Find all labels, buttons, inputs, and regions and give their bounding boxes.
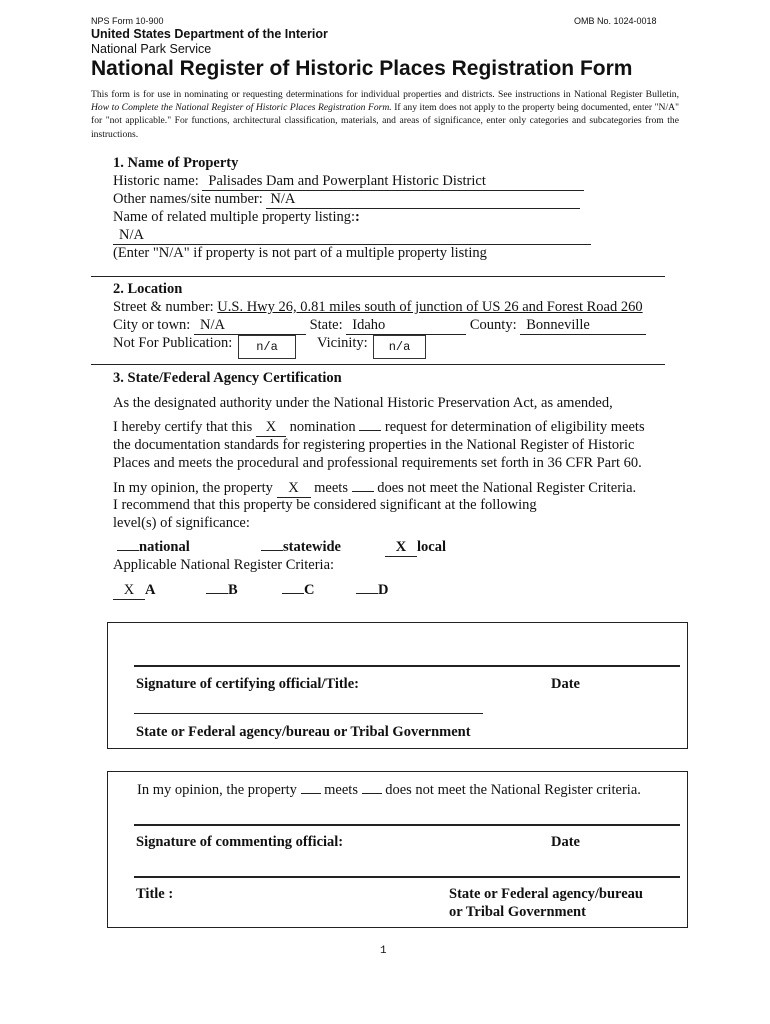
certify-nomination-check[interactable]: X bbox=[256, 419, 286, 437]
state-field[interactable]: Idaho bbox=[346, 317, 466, 335]
page-title: National Register of Historic Places Registration Form bbox=[91, 57, 633, 80]
section1-heading: 1. Name of Property bbox=[113, 155, 239, 171]
certify-line1: I hereby certify that this X nomination request for determination of eligibility meets bbox=[113, 419, 645, 435]
commenting-signature-label: Signature of commenting official: bbox=[136, 834, 344, 850]
level-national-check[interactable] bbox=[117, 550, 139, 551]
other-names-field[interactable]: N/A bbox=[266, 191, 580, 209]
divider bbox=[91, 276, 665, 277]
related-listing-note: (Enter "N/A" if property is not part of a multiple property listing bbox=[113, 245, 487, 261]
certify-line3: Places and meets the procedural and professional requirements set forth in 36 CFR Part 60. bbox=[113, 455, 642, 471]
commenting-opinion-line: In my opinion, the property meets does not meet the National Register criteria. bbox=[137, 782, 641, 798]
criteria-b-check[interactable] bbox=[206, 593, 228, 594]
criteria-a-check[interactable]: X bbox=[113, 582, 145, 600]
commenting-date-label: Date bbox=[551, 834, 580, 850]
section3-heading: 3. State/Federal Agency Certification bbox=[113, 370, 342, 386]
divider bbox=[91, 364, 665, 365]
commenting-agency-label-1: State or Federal agency/bureau bbox=[449, 886, 643, 902]
opinion-line: In my opinion, the property X meets does not meet the National Register Criteria. bbox=[113, 480, 637, 496]
authority-text: As the designated authority under the National Historic Preservation Act, as amended, bbox=[113, 395, 613, 411]
certify-request-check[interactable] bbox=[359, 430, 381, 431]
commenting-title-label: Title : bbox=[136, 886, 174, 902]
criteria-d-check[interactable] bbox=[356, 593, 378, 594]
related-listing-label: Name of related multiple property listing:: bbox=[113, 209, 360, 225]
certifying-signature-label: Signature of certifying official/Title: bbox=[136, 676, 359, 692]
section2-heading: 2. Location bbox=[113, 281, 183, 297]
title-line[interactable] bbox=[134, 876, 680, 878]
vicinity-field[interactable]: n/a bbox=[373, 335, 426, 359]
street-field[interactable]: U.S. Hwy 26, 0.81 miles south of junction of US 26 and Forest Road 260 bbox=[217, 299, 643, 315]
omb-number: OMB No. 1024-0018 bbox=[574, 16, 657, 26]
certifying-agency-label: State or Federal agency/bureau or Tribal Government bbox=[136, 724, 471, 740]
opinion-not-meets-check[interactable] bbox=[352, 491, 374, 492]
level-local-check[interactable]: X bbox=[385, 539, 417, 557]
county-field[interactable]: Bonneville bbox=[520, 317, 646, 335]
criteria-label: Applicable National Register Criteria: bbox=[113, 557, 335, 573]
commenting-not-meets-check[interactable] bbox=[362, 793, 382, 794]
recommend-line2: level(s) of significance: bbox=[113, 515, 250, 531]
vicinity-label: Vicinity: bbox=[317, 335, 368, 351]
commenting-agency-label-2: or Tribal Government bbox=[449, 904, 586, 920]
city-field[interactable]: N/A bbox=[194, 317, 306, 335]
commenting-meets-check[interactable] bbox=[301, 793, 321, 794]
level-statewide[interactable]: statewide bbox=[261, 539, 341, 556]
agency-line[interactable] bbox=[134, 713, 483, 714]
level-local[interactable]: X local bbox=[385, 539, 446, 557]
department-name: United States Department of the Interior bbox=[91, 27, 328, 41]
not-for-publication-field[interactable]: n/a bbox=[238, 335, 296, 359]
form-number: NPS Form 10-900 bbox=[91, 16, 164, 26]
agency-name: National Park Service bbox=[91, 42, 212, 56]
street-row: Street & number: U.S. Hwy 26, 0.81 miles south of junction of US 26 and Forest Road 260 bbox=[113, 299, 643, 315]
historic-name-field[interactable]: Palisades Dam and Powerplant Historic District bbox=[202, 173, 584, 191]
level-national[interactable]: national bbox=[117, 539, 190, 556]
criteria-d[interactable]: D bbox=[356, 582, 388, 599]
city-row: City or town: N/A State: Idaho County: Bonneville bbox=[113, 317, 646, 335]
other-names-row: Other names/site number: N/A bbox=[113, 191, 580, 209]
signature-line[interactable] bbox=[134, 665, 680, 667]
not-for-publication-label: Not For Publication: bbox=[113, 335, 233, 351]
certify-line2: the documentation standards for registering properties in the National Register of Historic bbox=[113, 437, 635, 453]
criteria-c[interactable]: C bbox=[282, 582, 314, 599]
criteria-b[interactable]: B bbox=[206, 582, 238, 599]
certifying-date-label: Date bbox=[551, 676, 580, 692]
page-number: 1 bbox=[380, 945, 387, 957]
level-statewide-check[interactable] bbox=[261, 550, 283, 551]
signature-line[interactable] bbox=[134, 824, 680, 826]
related-listing-field[interactable]: N/A bbox=[113, 227, 591, 245]
historic-name-row: Historic name: Palisades Dam and Powerplant Historic District bbox=[113, 173, 584, 191]
intro-paragraph: This form is for use in nominating or requesting determinations for individual properties and districts. See instructions in National Register Bulletin, How to Complete the National Register of Historic Places Registration Form. If any item does not apply to the property being documented, enter "N/A" for "not applicable." For functions, architectural classification, materials, and areas of significance, enter only categories and subcategories from the instructions. bbox=[91, 89, 679, 140]
opinion-meets-check[interactable]: X bbox=[277, 480, 311, 498]
criteria-a[interactable]: X A bbox=[113, 582, 155, 600]
recommend-line1: I recommend that this property be considered significant at the following bbox=[113, 497, 537, 513]
criteria-c-check[interactable] bbox=[282, 593, 304, 594]
